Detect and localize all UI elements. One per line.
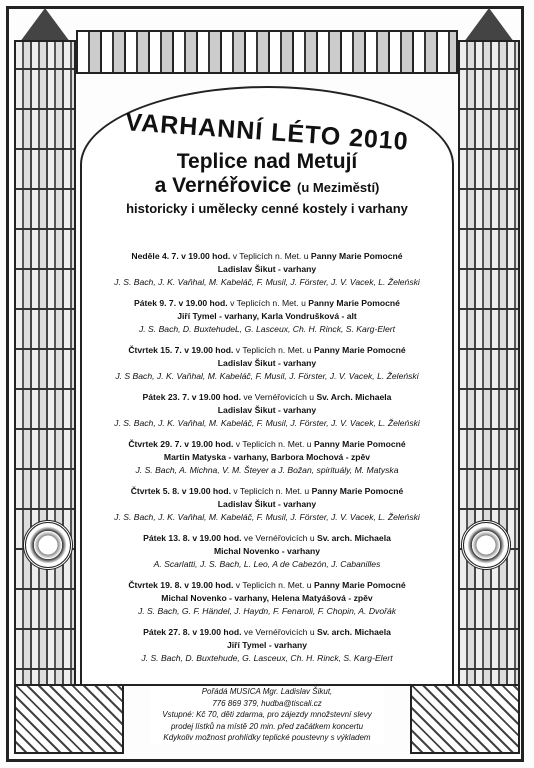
concert-church: Panny Marie Pomocné [313,345,406,355]
concert-program: J. S. Bach, G. F. Händel, J. Haydn, F. Fenaroli, F. Chopin, A. Dvořák [137,606,397,616]
concert-performers: Michal Novenko - varhany, Helena Matyášová - zpěv [161,593,373,603]
village-note: (u Meziměstí) [297,180,380,195]
concert-entry [84,579,450,618]
concert-entry [84,626,450,665]
village-subtitle [80,174,454,198]
concert-performers: Ladislav Šikut - varhany [217,405,317,415]
concert-program: J. S Bach, J. K. Vaňhal, M. Kabeláč, F. Musil, J. Förster, J. V. Vacek, L. Želeński [115,371,419,381]
concert-venue-prefix: v Teplicích n. Met. u [233,486,310,496]
concert-date-venue [84,391,450,404]
concert-date-venue [84,579,450,592]
concert-church: Panny Marie Pomocné [310,251,403,261]
right-base-ornament [410,684,520,754]
concert-church: Panny Marie Pomocné [313,580,406,590]
concert-date-venue [84,485,450,498]
concert-entry [84,344,450,383]
concert-venue-prefix: ve Vernéřovicích u [243,627,315,637]
concert-program: J. S. Bach, D. Buxtehude, G. Lasceux, Ch. H. Rinck, S. Karg-Elert [141,653,393,663]
concert-date: Pátek 23. 7. v 19.00 hod. [142,392,241,402]
concert-church: Panny Marie Pomocné [311,486,404,496]
concert-date: Čtvrtek 5. 8. v 19.00 hod. [130,486,232,496]
concert-venue-prefix: v Teplicích n. Met. u [232,251,309,261]
concert-church: Sv. arch. Michaela [317,533,391,543]
concert-church: Sv. Arch. Michaela [316,392,392,402]
concert-program: A. Scarlatti, J. S. Bach, L. Leo, A de Cabezón, J. Cabanilles [153,559,381,569]
tagline: historicky i umělecky cenné kostely i varhany [126,201,408,216]
concert-program: J. S. Bach, J. K. Vaňhal, M. Kabeláč, F. Musil, J. Förster, J. V. Vacek, L. Želeński [114,418,420,428]
concert-entry [84,485,450,524]
concert-date-venue [84,626,450,639]
concert-venue-prefix: v Teplicích n. Met. u [235,439,312,449]
footer-line: Pořádá MUSICA Mgr. Ladislav Šikut, [201,687,333,696]
concert-venue-prefix: v Teplicích n. Met. u [230,298,306,308]
concert-church: Panny Marie Pomocné [308,298,400,308]
concert-entry [84,532,450,571]
concert-program: J. S. Bach, D. BuxtehudeL, G. Lasceux, Ch. H. Rinck, S. Karg-Elert [138,324,395,334]
concert-venue-prefix: ve Vernéřovicích u [243,392,315,402]
concert-date: Neděle 4. 7. v 19.00 hod. [131,251,231,261]
footer-line: Kdykoliv možnost prohlídky teplické poustevny s výkladem [163,733,371,743]
concert-date: Pátek 13. 8. v 19.00 hod. [143,533,242,543]
concert-performers: Michal Novenko - varhany [213,546,321,556]
concert-church: Sv. arch. Michaela [317,627,391,637]
left-rosette-ornament [23,520,73,570]
concert-performers: Jiří Tymel - varhany [226,640,308,650]
concert-performers: Martin Matyska - varhany, Barbora Mochová - zpěv [163,452,371,462]
concert-venue-prefix: v Teplicích n. Met. u [235,345,312,355]
concert-date: Čtvrtek 15. 7. v 19.00 hod. [128,345,234,355]
footer-line: Vstupné: Kč 70, děti zdarma, pro zájezdy množstevní slevy [162,710,372,720]
footer-line: prodej lístků na místě 20 min. před začátkem koncertu [170,721,364,731]
concert-date-venue [84,344,450,357]
poster-title: VARHANNÍ LÉTO 2010 [124,108,410,156]
concert-church: Panny Marie Pomocné [313,439,406,449]
concert-program: J. S. Bach, A. Michna, V. M. Šteyer a J. Božan, spirituály, M. Matyska [135,465,399,475]
concert-date: Pátek 9. 7. v 19.00 hod. [134,298,228,308]
concert-list [84,250,450,673]
concert-date: Pátek 27. 8. v 19.00 hod. [143,627,242,637]
concert-entry [84,391,450,430]
left-base-ornament [14,684,124,754]
concert-program: J. S. Bach, J. K. Vaňhal, M. Kabeláč, F. Musil, J. Förster, J. V. Vacek, L. Želeński [114,277,420,287]
concert-program: J. S. Bach, J. K. Vaňhal, M. Kabeláč, F. Musil, J. Förster, J. V. Vacek, L. Želeński [114,512,420,522]
left-gothic-column [14,40,76,690]
concert-date-venue [84,532,450,545]
footer-line: 776 869 379, hudba@tiscali.cz [212,698,322,708]
organizer-footer [150,686,384,744]
concert-date-venue [84,438,450,451]
top-tracery-band [76,30,458,74]
right-rosette-ornament [461,520,511,570]
concert-entry [84,250,450,289]
concert-entry [84,438,450,477]
concert-performers: Ladislav Šikut - varhany [217,264,317,274]
concert-date: Čtvrtek 19. 8. v 19.00 hod. [128,580,234,590]
concert-venue-prefix: v Teplicích n. Met. u [235,580,312,590]
concert-performers: Ladislav Šikut - varhany [217,358,317,368]
right-gothic-column [458,40,520,690]
concert-date-venue [84,250,450,263]
concert-date-venue [84,297,450,310]
concert-date: Čtvrtek 29. 7. v 19.00 hod. [128,439,234,449]
concert-performers: Jiří Tymel - varhany, Karla Vondrušková - alt [177,311,357,321]
village-name: a Vernéřovice [154,174,292,197]
concert-performers: Ladislav Šikut - varhany [217,499,317,509]
town-subtitle: Teplice nad Metují [176,150,358,173]
concert-entry [84,297,450,336]
concert-venue-prefix: ve Vernéřovicích u [243,533,315,543]
